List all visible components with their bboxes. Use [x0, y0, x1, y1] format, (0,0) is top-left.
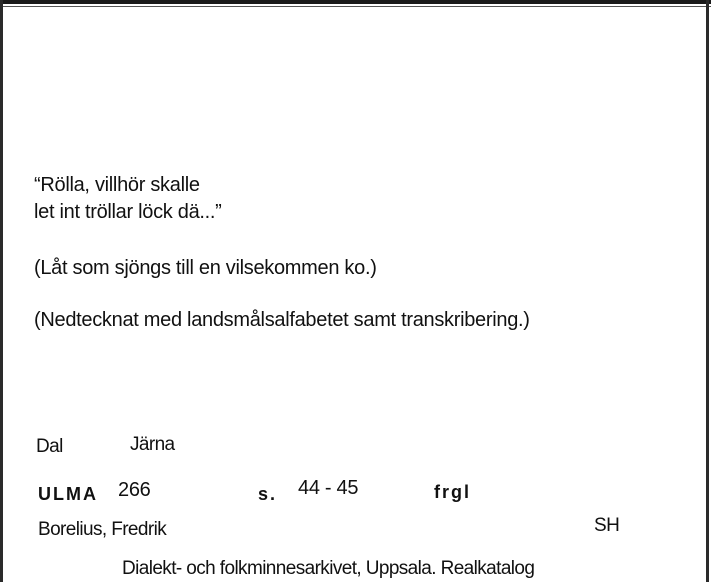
song-description: (Låt som sjöngs till en vilsekommen ko.)	[34, 257, 377, 279]
top-border-thin	[0, 6, 711, 7]
right-border	[706, 0, 709, 582]
verse-line-1: “Rölla, villhör skalle	[34, 174, 200, 196]
archive-code: ULMA	[38, 484, 98, 504]
location-province: Dal	[36, 436, 63, 457]
location-parish: Järna	[130, 434, 175, 455]
page-range: 44 - 45	[298, 477, 359, 499]
verse-line-2: let int tröllar löck dä...”	[34, 201, 222, 223]
notation-note: (Nedtecknat med landsmålsalfabetet samt transkribering.)	[34, 309, 530, 331]
left-border	[0, 0, 3, 582]
archive-footer: Dialekt- och folkminnesarkivet, Uppsala. Realkatalog	[122, 558, 535, 579]
pages-label: s.	[258, 484, 278, 504]
recorder-initials: SH	[594, 515, 620, 536]
collector-name: Borelius, Fredrik	[38, 519, 167, 540]
category-code: frgl	[434, 482, 471, 502]
record-number: 266	[118, 479, 151, 501]
top-border	[0, 0, 711, 4]
